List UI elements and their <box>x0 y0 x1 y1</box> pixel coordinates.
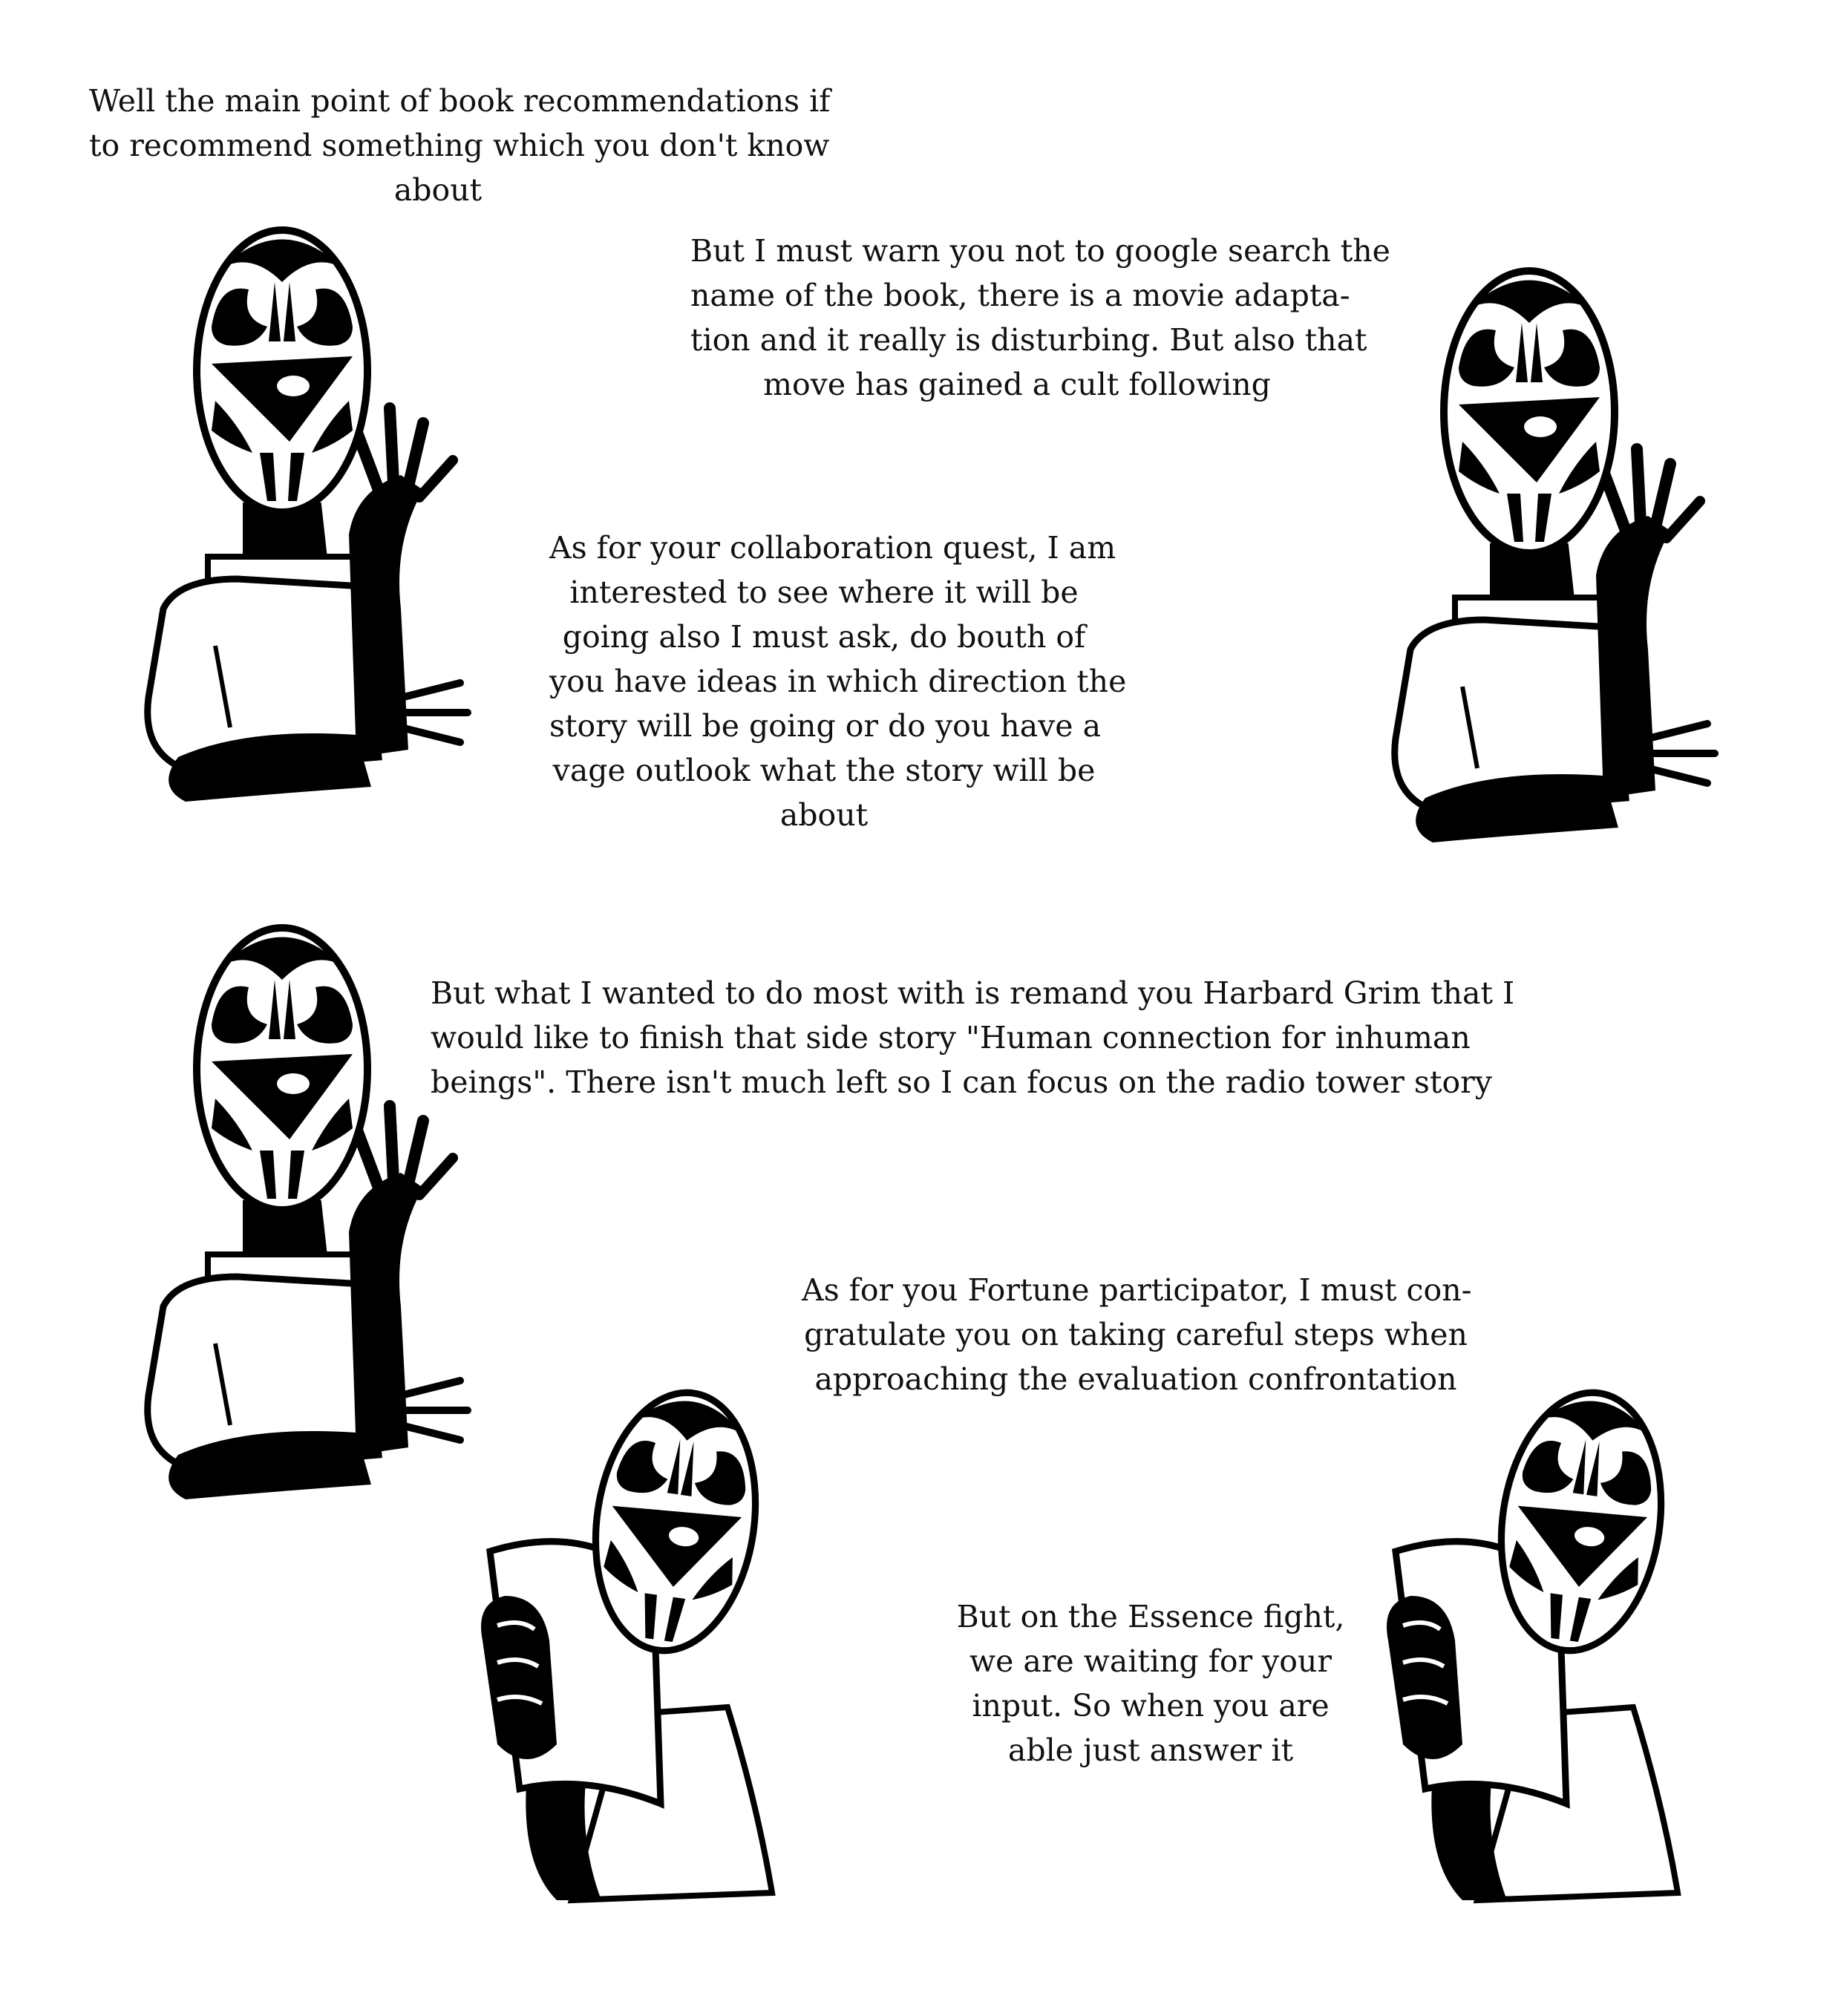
caption-line: beings". There isn't much left so I can focus on the radio tower story <box>431 1064 1492 1100</box>
caption-line: about <box>779 797 869 833</box>
masked-figure-waving-drawing <box>134 920 505 1514</box>
masked-figure-waving-drawing <box>1381 264 1752 857</box>
caption-line: would like to finish that side story "Human connection for inhuman <box>431 1020 1471 1056</box>
caption-line: approaching the evaluation confrontation <box>814 1361 1457 1397</box>
caption-line: you have ideas in which direction the <box>549 664 1127 699</box>
caption-line: But on the Essence fight, <box>956 1599 1345 1634</box>
caption-line: going also I must ask, do bouth of <box>562 619 1086 655</box>
caption-line: we are waiting for your <box>969 1643 1332 1679</box>
caption-line: move has gained a cult following <box>763 367 1271 402</box>
caption-line: to recommend something which you don't know <box>89 128 830 163</box>
caption-side-story <box>431 971 1515 1104</box>
caption-line: But I must warn you not to google search the <box>690 233 1390 269</box>
caption-line: interested to see where it will be <box>569 575 1079 610</box>
masked-figure-reading <box>1381 1358 1722 1908</box>
caption-line: about <box>393 172 483 208</box>
caption-line: As for you Fortune participator, I must con- <box>802 1272 1472 1308</box>
caption-line: vage outlook what the story will be <box>552 753 1096 788</box>
caption-collaboration-quest <box>549 526 1127 837</box>
caption-line: tion and it really is disturbing. But also that <box>690 322 1367 358</box>
masked-figure-reading-drawing <box>475 1358 817 1908</box>
caption-line: able just answer it <box>1007 1732 1294 1768</box>
masked-figure-waving <box>134 223 505 816</box>
caption-book-recommendations <box>89 79 831 212</box>
masked-figure-waving <box>1381 264 1752 857</box>
masked-figure-waving <box>134 920 505 1514</box>
caption-line: story will be going or do you have a <box>549 708 1102 744</box>
masked-figure-waving-drawing <box>134 223 505 816</box>
masked-figure-reading <box>475 1358 817 1908</box>
caption-line: But what I wanted to do most with is remand you Harbard Grim that I <box>431 975 1515 1011</box>
masked-figure-reading-drawing <box>1381 1358 1722 1908</box>
caption-line: name of the book, there is a movie adapta- <box>690 278 1350 313</box>
caption-essence-fight <box>950 1594 1351 1773</box>
caption-movie-warning <box>690 229 1390 407</box>
caption-line: gratulate you on taking careful steps when <box>804 1317 1468 1352</box>
caption-line: input. So when you are <box>972 1688 1330 1724</box>
caption-fortune-participator <box>802 1268 1470 1401</box>
caption-line: Well the main point of book recommendations if <box>89 83 831 119</box>
caption-line: As for your collaboration quest, I am <box>549 530 1116 566</box>
